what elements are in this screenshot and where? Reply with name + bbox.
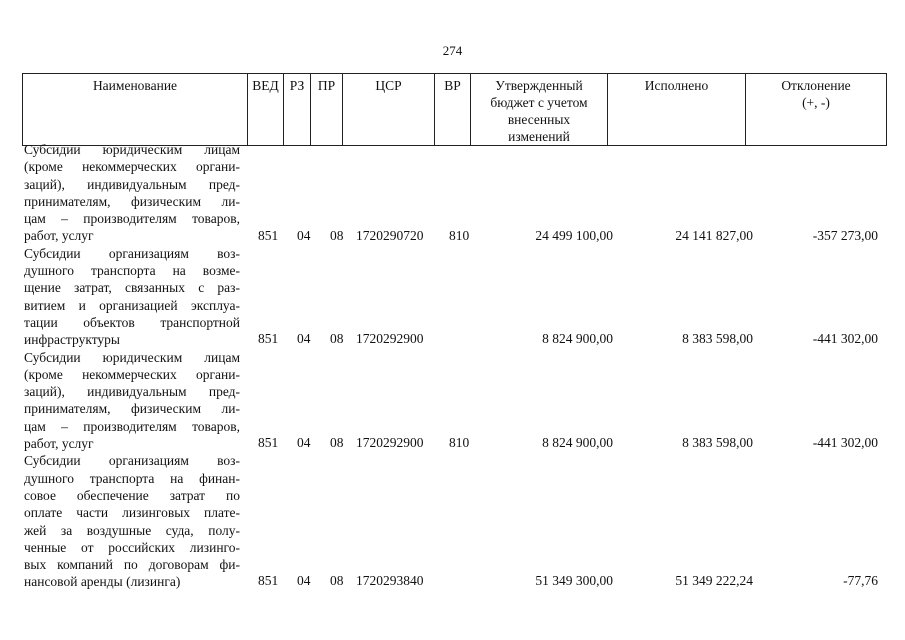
cell-ved: 851 [258,331,279,347]
row-name-line: заций), индивидуальным пред- [24,176,240,192]
row-name [24,141,240,245]
cell-deviation: -357 273,00 [812,227,878,243]
row-name-line: ченные от российских лизинго- [24,539,240,555]
cell-vr: 810 [449,227,470,243]
row-name-line: цам – производителям товаров, [24,211,240,227]
table-row [0,245,905,349]
cell-ved: 851 [258,573,279,589]
col-header-ved: ВЕД [248,74,284,146]
col-header-rz: РЗ [284,74,311,146]
row-name-line: (кроме некоммерческих органи- [24,366,240,382]
col-header-budget: Утвержденный бюджет с учетом внесенных изменений [471,74,608,146]
row-name [24,452,240,590]
cell-ved: 851 [258,227,279,243]
col-header-csr: ЦСР [343,74,435,146]
cell-vr: 810 [449,435,470,451]
table-row [0,141,905,245]
row-name-line: жей за воздушные суда, полу- [24,522,240,538]
row-name-line: цам – производителям товаров, [24,418,240,434]
row-name-line: работ, услуг [24,436,94,452]
col-header-executed: Исполнено [608,74,746,146]
col-header-pr: ПР [311,74,343,146]
row-name-line: принимателям, физическим ли- [24,401,240,417]
cell-executed: 8 383 598,00 [682,435,753,451]
cell-rz: 04 [297,573,311,589]
cell-executed: 51 349 222,24 [675,573,753,589]
row-name-line: (кроме некоммерческих органи- [24,159,240,175]
row-name-line: Субсидии организациям воз- [24,245,240,261]
cell-csr: 1720292900 [356,331,424,347]
row-name [24,349,240,453]
cell-pr: 08 [330,573,344,589]
cell-executed: 24 141 827,00 [675,227,753,243]
cell-pr: 08 [330,435,344,451]
table-row [0,349,905,453]
cell-executed: 8 383 598,00 [682,331,753,347]
row-name-line: душного транспорта на возме- [24,263,240,279]
cell-deviation: -441 302,00 [812,435,878,451]
row-name-line: Субсидии юридическим лицам [24,142,240,157]
row-name-line: Субсидии организациям воз- [24,453,240,469]
cell-pr: 08 [330,227,344,243]
row-name-line: нансовой аренды (лизинга) [24,574,181,590]
row-name-line: тации объектов транспортной [24,314,240,330]
cell-csr: 1720292900 [356,435,424,451]
cell-budget: 8 824 900,00 [542,331,613,347]
table-row [0,452,905,590]
cell-csr: 1720293840 [356,573,424,589]
row-name-line: Субсидии юридическим лицам [24,349,240,365]
col-header-name: Наименование [23,74,248,146]
cell-deviation: -441 302,00 [812,331,878,347]
row-name-line: щение затрат, связанных с раз- [24,280,240,296]
row-name-line: вых компаний по договорам фи- [24,557,240,573]
row-name-line: работ, услуг [24,228,94,244]
cell-csr: 1720290720 [356,227,424,243]
cell-budget: 24 499 100,00 [535,227,613,243]
cell-pr: 08 [330,331,344,347]
cell-rz: 04 [297,227,311,243]
table-header [22,73,887,146]
row-name-line: совое обеспечение затрат по [24,487,240,503]
row-name-line: инфраструктуры [24,332,120,348]
cell-rz: 04 [297,331,311,347]
cell-budget: 8 824 900,00 [542,435,613,451]
row-name-line: заций), индивидуальным пред- [24,384,240,400]
col-header-deviation: Отклонение (+, -) [746,74,887,146]
row-name-line: витием и организацией эксплуа- [24,297,240,313]
cell-budget: 51 349 300,00 [535,573,613,589]
cell-rz: 04 [297,435,311,451]
cell-ved: 851 [258,435,279,451]
table-body [0,141,905,591]
row-name-line: оплате части лизинговых плате- [24,505,240,521]
row-name-line: принимателям, физическим ли- [24,193,240,209]
page-number: 274 [442,43,463,58]
row-name-line: душного транспорта на финан- [24,470,240,486]
row-name [24,245,240,349]
cell-deviation: -77,76 [843,573,878,589]
col-header-vr: ВР [435,74,471,146]
